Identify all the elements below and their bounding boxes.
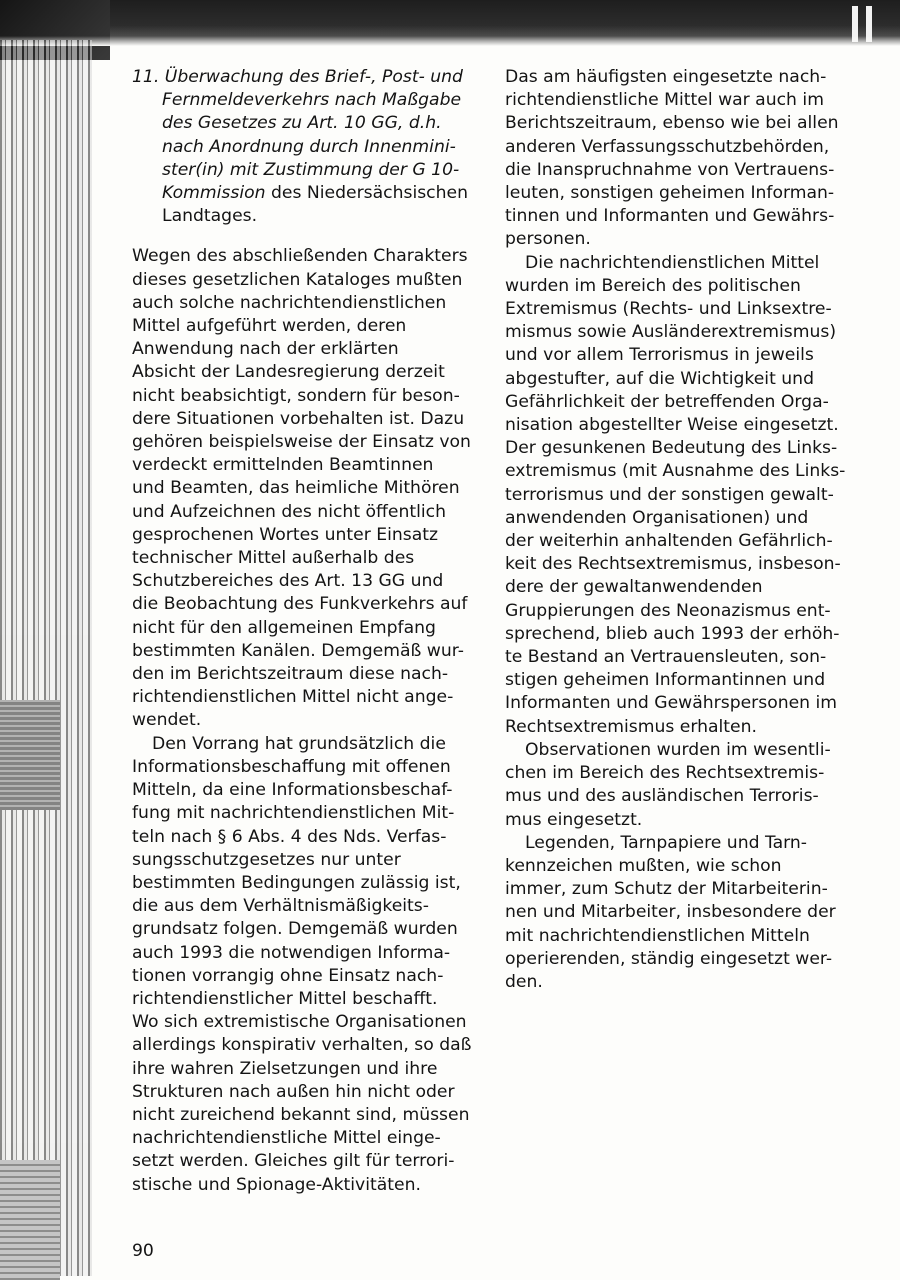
scan-edge-mark (866, 6, 872, 42)
text-line: mismus sowie Ausländerextremismus) (505, 322, 837, 343)
left-column (132, 66, 477, 1197)
text-line: extremismus (mit Ausnahme des Links- (505, 461, 846, 482)
text-line: nicht zureichend bekannt sind, müssen (132, 1104, 470, 1125)
text-line: auch solche nachrichtendienstlichen (132, 292, 447, 313)
text-line: die aus dem Verhältnismäßigkeits- (132, 896, 429, 917)
text-line: stigen geheimen Informantinnen und (505, 670, 826, 691)
text-line: operierenden, ständig eingesetzt wer- (505, 948, 833, 969)
right-column (505, 66, 845, 994)
heading-line (132, 89, 477, 112)
text-line: chen im Bereich des Rechtsextremis- (505, 763, 825, 784)
text-line: dere Situationen vorbehalten ist. Dazu (132, 408, 465, 429)
page-number: 90 (132, 1241, 154, 1261)
text-line: und vor allem Terrorismus in jeweils (505, 345, 814, 366)
text-line: te Bestand an Vertrauensleuten, son- (505, 647, 827, 668)
section-heading (132, 66, 477, 228)
text-line: bestimmten Bedingungen zulässig ist, (132, 872, 461, 893)
text-line: Rechtsextremismus erhalten. (505, 716, 757, 737)
heading-line-italic: Kommission (162, 183, 266, 204)
heading-line (132, 205, 477, 228)
text-line: richtendienstlicher Mittel beschafft. (132, 988, 438, 1009)
left-paragraph-2 (132, 733, 477, 1197)
text-line: richtendienstlichen Mittel nicht ange- (132, 687, 454, 708)
text-line: fung mit nachrichtendienstlichen Mit- (132, 803, 455, 824)
scan-top-edge (0, 0, 900, 46)
scan-binding-shadow (0, 1160, 60, 1280)
text-line: und Aufzeichnen des nicht öffentlich (132, 501, 446, 522)
text-line: dieses gesetzlichen Kataloges mußten (132, 269, 463, 290)
text-line: tionen vorrangig ohne Einsatz nach- (132, 965, 444, 986)
text-line: Mittel aufgeführt werden, deren (132, 316, 407, 337)
text-line: personen. (505, 229, 591, 250)
text-line: sprechend, blieb auch 1993 der erhöh- (505, 623, 840, 644)
text-line: wurden im Bereich des politischen (505, 275, 801, 296)
text-line: nisation abgestellter Weise eingesetzt. (505, 415, 839, 436)
right-paragraph-3 (505, 739, 845, 832)
text-line: terrorismus und der sonstigen gewalt- (505, 484, 834, 505)
scan-binding-shadow (0, 700, 60, 810)
scan-edge-mark (852, 6, 858, 42)
text-line: Das am häufigsten eingesetzte nach- (505, 67, 827, 87)
text-line: mus und des ausländischen Terroris- (505, 786, 819, 807)
text-line: keit des Rechtsextremismus, insbeson- (505, 554, 841, 575)
right-paragraph-4 (505, 832, 845, 994)
heading-line-italic: ster(in) mit Zustimmung der G 10- (162, 159, 460, 180)
text-line: tinnen und Informanten und Gewährs- (505, 206, 835, 227)
text-line: richtendienstliche Mittel war auch im (505, 90, 824, 111)
text-line: Wo sich extremistische Organisationen (132, 1012, 467, 1033)
text-line: leuten, sonstigen geheimen Informan- (505, 183, 835, 204)
text-line: nicht beabsichtigt, sondern für beson- (132, 385, 460, 406)
heading-line (132, 182, 477, 205)
text-line: gesprochenen Wortes unter Einsatz (132, 524, 439, 545)
text-line: mit nachrichtendienstlichen Mitteln (505, 925, 810, 946)
heading-line-italic: nach Anordnung durch Innenmini- (162, 136, 456, 157)
text-line: bestimmten Kanälen. Demgemäß wur- (132, 640, 464, 661)
heading-line-plain: des Niedersächsischen (265, 183, 468, 204)
scan-binding-edge (0, 40, 92, 1276)
text-line: Strukturen nach außen hin nicht oder (132, 1081, 455, 1102)
heading-line-italic: Fernmeldeverkehrs nach Maßgabe (162, 90, 462, 111)
text-line: Observationen wurden im wesentli- (525, 739, 831, 760)
text-line: Mitteln, da eine Informationsbeschaf- (132, 780, 453, 801)
text-line: nicht für den allgemeinen Empfang (132, 617, 436, 638)
text-line: grundsatz folgen. Demgemäß wurden (132, 919, 458, 940)
text-line: gehören beispielsweise der Einsatz von (132, 432, 471, 453)
left-paragraph-1 (132, 245, 477, 732)
text-line: die Inanspruchnahme von Vertrauens- (505, 159, 835, 180)
text-line: anderen Verfassungsschutzbehörden, (505, 136, 830, 157)
text-line: Legenden, Tarnpapiere und Tarn- (525, 832, 808, 853)
text-line: auch 1993 die notwendigen Informa- (132, 942, 451, 963)
text-line: nachrichtendienstliche Mittel einge- (132, 1128, 441, 1149)
text-line: der weiterhin anhaltenden Gefährlich- (505, 531, 833, 552)
text-line: Absicht der Landesregierung derzeit (132, 362, 445, 383)
text-line: Gruppierungen des Neonazismus ent- (505, 600, 831, 621)
text-line: Die nachrichtendienstlichen Mittel (525, 252, 820, 273)
heading-line (132, 112, 477, 135)
heading-line (132, 136, 477, 159)
heading-line-plain: Landtages. (162, 206, 258, 227)
text-line: und Beamten, das heimliche Mithören (132, 478, 460, 499)
right-paragraph-2 (505, 252, 845, 739)
text-line: anwendenden Organisationen) und (505, 507, 809, 528)
text-line: Wegen des abschließenden Charakters (132, 246, 468, 267)
text-line: Schutzbereiches des Art. 13 GG und (132, 571, 444, 592)
text-line: wendet. (132, 710, 202, 731)
text-line: setzt werden. Gleiches gilt für terrori- (132, 1151, 455, 1172)
text-line: stische und Spionage-Aktivitäten. (132, 1174, 421, 1195)
text-line: Extremismus (Rechts- und Linksextre- (505, 299, 832, 320)
right-paragraph-1 (505, 66, 845, 252)
text-line: Anwendung nach der erklärten (132, 339, 399, 360)
text-line: kennzeichen mußten, wie schon (505, 855, 782, 876)
text-line: mus eingesetzt. (505, 809, 643, 830)
text-line: Der gesunkenen Bedeutung des Links- (505, 438, 838, 459)
heading-line-italic: des Gesetzes zu Art. 10 GG, d.h. (162, 113, 442, 134)
text-line: verdeckt ermittelnden Beamtinnen (132, 455, 434, 476)
text-line: die Beobachtung des Funkverkehrs auf (132, 594, 468, 615)
text-line: teln nach § 6 Abs. 4 des Nds. Verfas- (132, 826, 447, 847)
text-line: dere der gewaltanwendenden (505, 577, 763, 598)
text-line: Berichtszeitraum, ebenso wie bei allen (505, 113, 839, 134)
heading-line (132, 159, 477, 182)
text-line: Den Vorrang hat grundsätzlich die (152, 733, 446, 754)
heading-line-italic: 11. Überwachung des Brief-, Post- und (132, 67, 463, 87)
text-line: allerdings konspirativ verhalten, so daß (132, 1035, 472, 1056)
text-line: Informationsbeschaffung mit offenen (132, 756, 451, 777)
text-line: immer, zum Schutz der Mitarbeiterin- (505, 879, 828, 900)
text-line: den. (505, 971, 543, 992)
text-line: ihre wahren Zielsetzungen und ihre (132, 1058, 438, 1079)
text-line: Informanten und Gewährspersonen im (505, 693, 838, 714)
text-line: technischer Mittel außerhalb des (132, 548, 415, 569)
text-line: nen und Mitarbeiter, insbesondere der (505, 902, 836, 923)
heading-line (132, 66, 477, 89)
text-line: sungsschutzgesetzes nur unter (132, 849, 401, 870)
text-line: abgestufter, auf die Wichtigkeit und (505, 368, 814, 389)
text-line: den im Berichtszeitraum diese nach- (132, 664, 449, 685)
text-line: Gefährlichkeit der betreffenden Orga- (505, 391, 829, 412)
